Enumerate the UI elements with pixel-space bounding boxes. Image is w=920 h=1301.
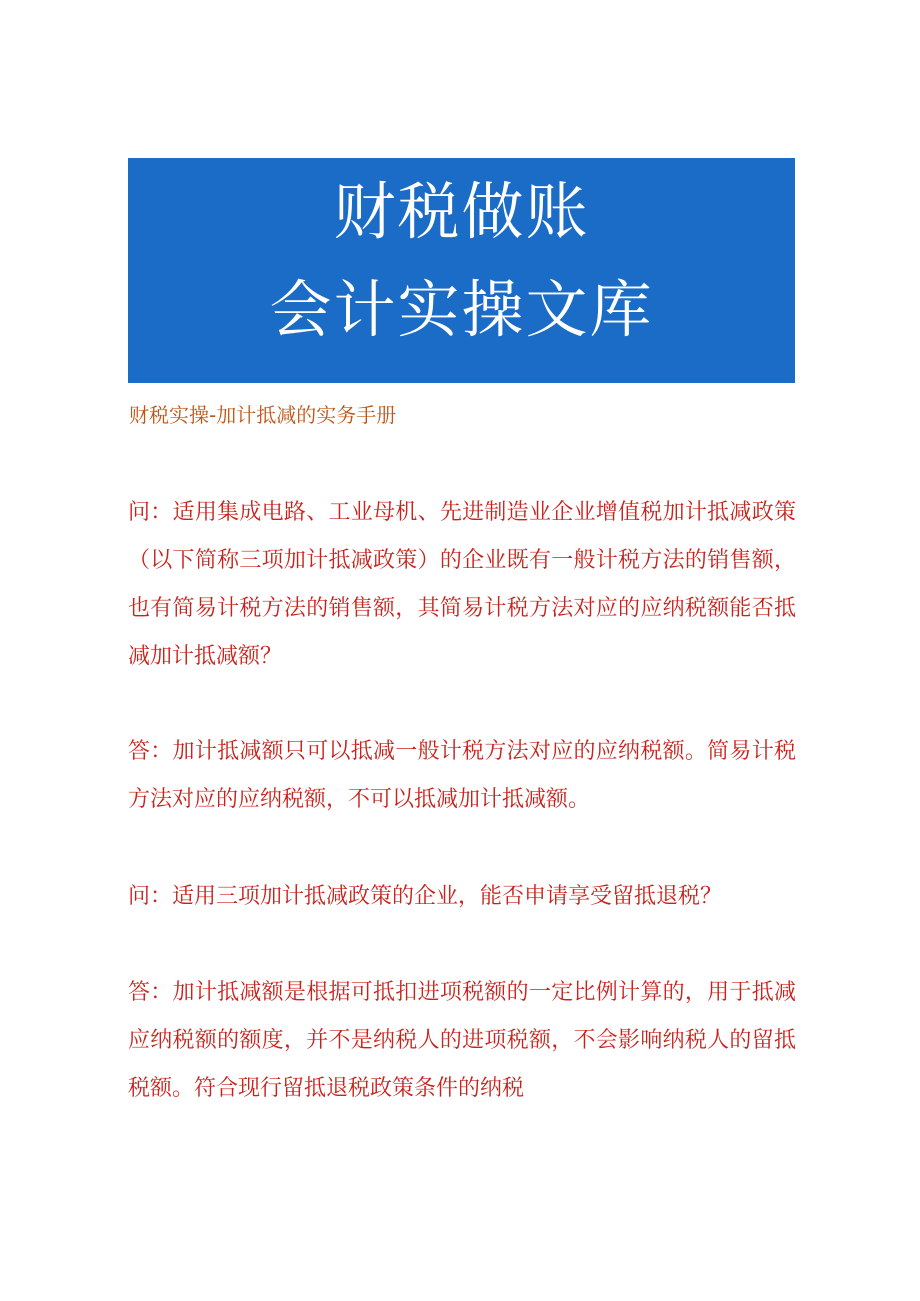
answer-paragraph-1: 答：加计抵减额只可以抵减一般计税方法对应的应纳税额。简易计税方法对应的应纳税额，不可以抵减加计抵减额。 xyxy=(128,739,796,812)
banner-title-line2: 会计实操文库 xyxy=(269,273,654,346)
banner-title-line1: 财税做账 xyxy=(333,175,590,248)
header-banner xyxy=(128,158,795,383)
answer-paragraph-2: 答：加计抵减额是根据可抵扣进项税额的一定比例计算的，用于抵减应纳税额的额度，并不是纳税人的进项税额，不会影响纳税人的留抵税额。符合现行留抵退税政策条件的纳税 xyxy=(128,980,796,1101)
question-paragraph-2: 问：适用三项加计抵减政策的企业，能否申请享受留抵退税？ xyxy=(128,884,723,909)
question-paragraph-1: 问：适用集成电路、工业母机、先进制造业企业增值税加计抵减政策（以下简称三项加计抵减政策）的企业既有一般计税方法的销售额，也有简易计税方法的销售额，其简易计税方法对应的应纳税额能否抵减加计抵减额？ xyxy=(128,500,796,669)
document-title: 财税实操-加计抵减的实务手册 xyxy=(129,403,397,427)
